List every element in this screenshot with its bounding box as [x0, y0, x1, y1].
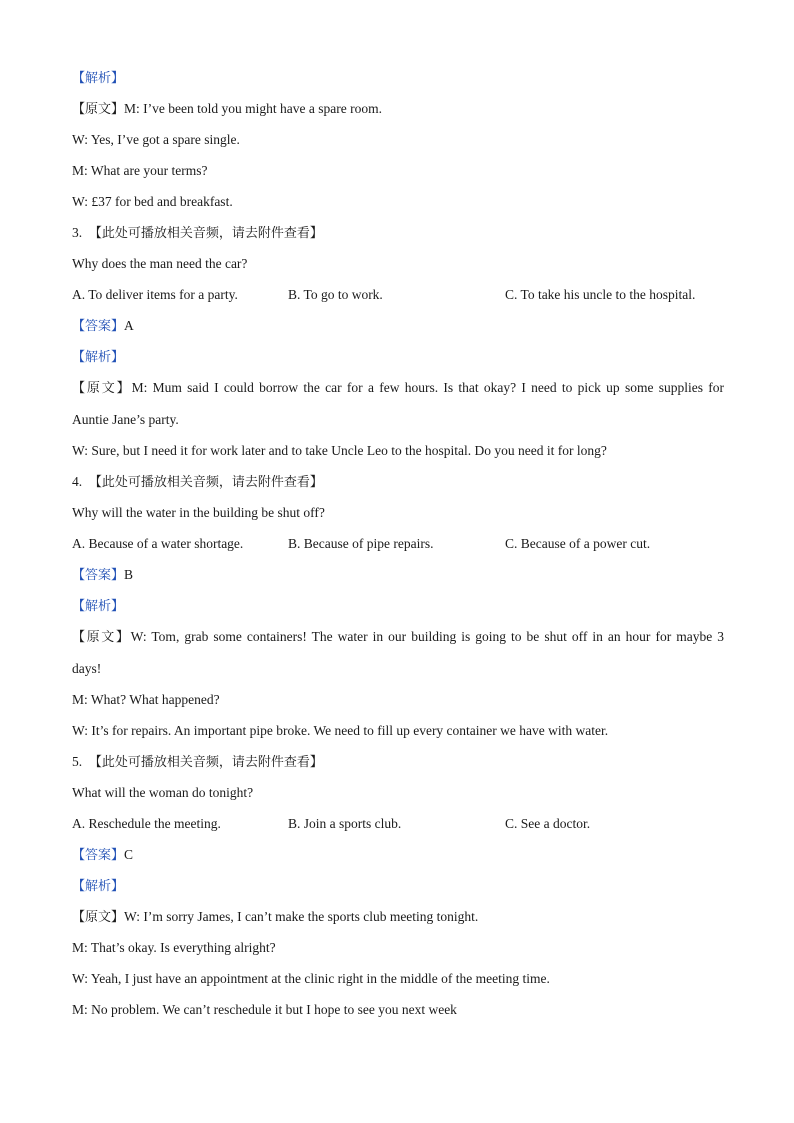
option-b: B. Join a sports club.: [288, 816, 402, 831]
options-row: [72, 279, 724, 310]
transcript-line: 【原文】W: Tom, grab some containers! The water in our building is going to be shut off in an hour for maybe 3: [72, 629, 724, 645]
transcript-line: M: That’s okay. Is everything alright?: [72, 940, 276, 955]
transcript-line: W: Yes, I’ve got a spare single.: [72, 132, 240, 147]
answer-line: 【答案】B: [72, 567, 134, 583]
transcript-line: M: What? What happened?: [72, 692, 220, 707]
option-a: A. To deliver items for a party.: [72, 287, 238, 302]
options-row: [72, 528, 724, 559]
option-a: A. Reschedule the meeting.: [72, 816, 221, 831]
question-header: 3. 【此处可播放相关音频，请去附件查看】: [72, 225, 323, 241]
transcript-line: W: £37 for bed and breakfast.: [72, 194, 233, 209]
transcript-line: W: It’s for repairs. An important pipe broke. We need to fill up every container we have with water.: [72, 723, 609, 738]
question-header: 4. 【此处可播放相关音频，请去附件查看】: [72, 474, 323, 490]
transcript-line: W: Sure, but I need it for work later and to take Uncle Leo to the hospital. Do you need it for long?: [72, 443, 607, 458]
question-text: Why will the water in the building be shut off?: [72, 505, 325, 520]
question-text: What will the woman do tonight?: [72, 785, 254, 800]
answer-line: 【答案】A: [72, 318, 134, 334]
analysis-heading: 【解析】: [72, 879, 125, 894]
analysis-heading: 【解析】: [72, 599, 125, 614]
transcript-line: Auntie Jane’s party.: [72, 412, 179, 427]
answer-line: 【答案】C: [72, 847, 134, 863]
transcript-line: W: Yeah, I just have an appointment at the clinic right in the middle of the meeting time.: [72, 971, 550, 986]
option-c: C. To take his uncle to the hospital.: [505, 287, 696, 302]
question-header: 5. 【此处可播放相关音频，请去附件查看】: [72, 754, 323, 770]
transcript-line: M: What are your terms?: [72, 163, 208, 178]
question-text: Why does the man need the car?: [72, 256, 248, 271]
transcript-line: 【原文】W: I’m sorry James, I can’t make the sports club meeting tonight.: [72, 909, 479, 925]
analysis-heading: 【解析】: [72, 350, 125, 365]
option-c: C. See a doctor.: [505, 816, 591, 831]
transcript-line: 【原文】M: Mum said I could borrow the car for a few hours. Is that okay? I need to pick up some supplies for: [72, 380, 724, 396]
option-a: A. Because of a water shortage.: [72, 536, 244, 551]
transcript-line: M: No problem. We can’t reschedule it but I hope to see you next week: [72, 1002, 457, 1017]
options-row: [72, 808, 724, 839]
transcript-line: days!: [72, 661, 102, 676]
analysis-heading: 【解析】: [72, 71, 125, 86]
transcript-line: 【原文】M: I’ve been told you might have a spare room.: [72, 101, 382, 117]
option-c: C. Because of a power cut.: [505, 536, 651, 551]
option-b: B. Because of pipe repairs.: [288, 536, 434, 551]
option-b: B. To go to work.: [288, 287, 383, 302]
document-page: [72, 62, 724, 1025]
